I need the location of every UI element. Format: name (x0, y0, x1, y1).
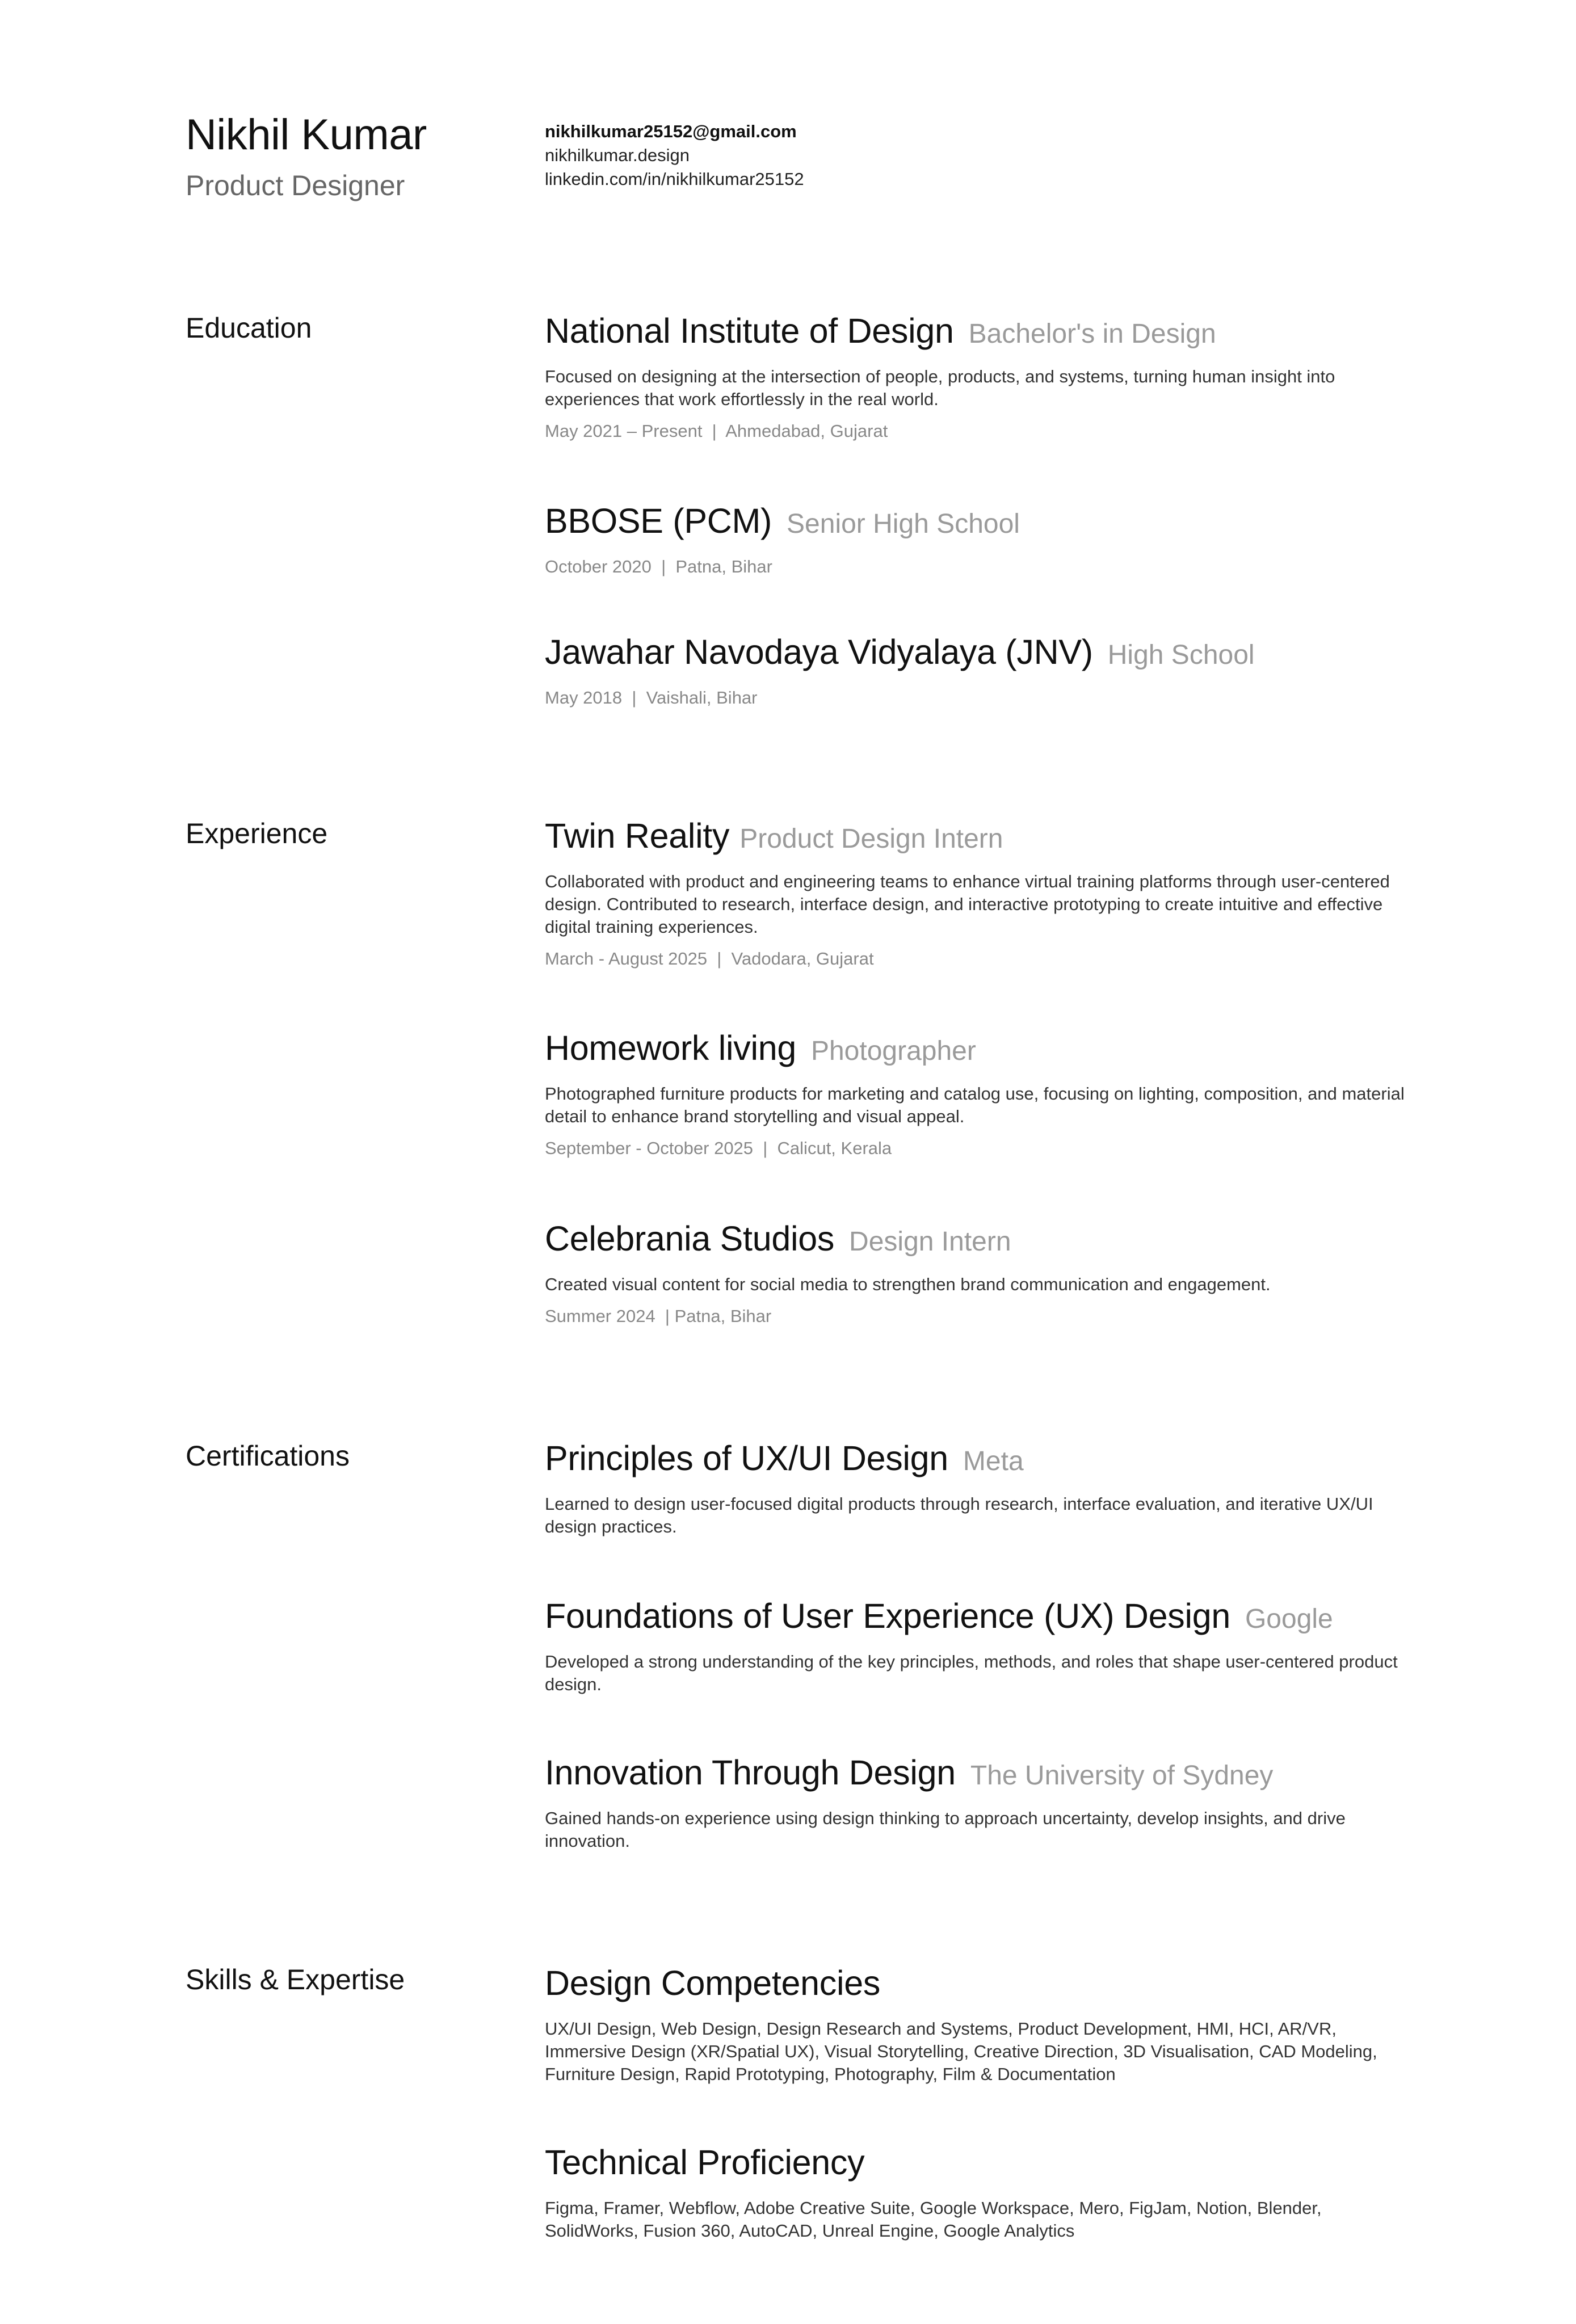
experience-heading: Experience (186, 818, 328, 849)
company-name: Twin Reality (545, 816, 730, 855)
experience-entry-twin-reality (545, 816, 1430, 970)
entry-description: Focused on designing at the intersection of people, products, and systems, turning human insight into experiences that work effortlessly in the real world. (545, 367, 1335, 409)
certifications-heading: Certifications (186, 1440, 350, 1472)
certification-name: Principles of UX/UI Design (545, 1439, 948, 1477)
entry-meta: September - October 2025 | Calicut, Kerala (545, 1138, 892, 1158)
entry-meta: Summer 2024 | Patna, Bihar (545, 1306, 772, 1326)
education-heading: Education (186, 312, 312, 344)
linkedin-link[interactable]: linkedin.com/in/nikhilkumar25152 (545, 169, 804, 189)
entry-title (545, 635, 1430, 670)
experience-section-heading-wrap (186, 819, 537, 848)
certification-name: Foundations of User Experience (UX) Design (545, 1597, 1230, 1635)
education-entry-nid (545, 311, 1430, 443)
skills-section-heading-wrap (186, 1965, 537, 1994)
person-role: Product Designer (186, 170, 405, 201)
issuer-label: The University of Sydney (970, 1761, 1274, 1791)
skills-entry-technical-proficiency (545, 2145, 1430, 2242)
certification-name: Innovation Through Design (545, 1753, 956, 1792)
email-link[interactable]: nikhilkumar25152@gmail.com (545, 121, 797, 141)
entry-title (545, 1219, 1430, 1258)
certifications-section-heading-wrap (186, 1442, 537, 1470)
company-name: Homework living (545, 1029, 796, 1067)
experience-entry-homework-living (545, 1031, 1430, 1160)
entry-title (545, 504, 1430, 538)
issuer-label: Meta (963, 1446, 1024, 1476)
entry-title (545, 1599, 1430, 1633)
skills-group-title: Technical Proficiency (545, 2143, 865, 2182)
skills-entry-design-competencies (545, 1966, 1430, 2086)
education-section-heading-wrap (186, 314, 537, 342)
institution-name: National Institute of Design (545, 311, 954, 350)
skills-list: UX/UI Design, Web Design, Design Research and Systems, Product Development, HMI, HCI, AR/VR, Immersive Design (XR/Spatial UX), Visual Storytelling, Creative Direction, 3D Visualisation, CAD Modeling, Furniture Design, Rapid Prototyping, Photography, Film & Documentation (545, 2019, 1377, 2084)
contact-block (545, 120, 1419, 191)
entry-description: Gained hands-on experience using design thinking to approach uncertainty, develop insights, and drive innovation. (545, 1808, 1346, 1851)
certification-entry-google (545, 1599, 1430, 1696)
position-label: Design Intern (849, 1227, 1011, 1257)
name-block (186, 113, 537, 200)
entry-title (545, 1031, 1430, 1066)
issuer-label: Google (1245, 1604, 1333, 1634)
entry-title (545, 1441, 1430, 1476)
institution-name: BBOSE (PCM) (545, 502, 772, 540)
website-link[interactable]: nikhilkumar.design (545, 145, 690, 165)
position-label: Product Design Intern (739, 824, 1003, 854)
entry-meta: May 2021 – Present | Ahmedabad, Gujarat (545, 421, 888, 441)
person-name: Nikhil Kumar (186, 111, 427, 159)
degree-label: Senior High School (787, 509, 1020, 539)
certification-entry-meta (545, 1441, 1430, 1538)
education-entry-bbose (545, 504, 1430, 578)
certification-entry-sydney (545, 1755, 1430, 1853)
education-entry-jnv (545, 635, 1430, 709)
entry-description: Created visual content for social media to strengthen brand communication and engagement. (545, 1274, 1271, 1294)
entry-meta: March - August 2025 | Vadodara, Gujarat (545, 949, 874, 969)
entry-description: Learned to design user-focused digital products through research, interface evaluation, and iterative UX/UI design practices. (545, 1494, 1373, 1536)
entry-title (545, 1755, 1430, 1790)
company-name: Celebrania Studios (545, 1219, 835, 1258)
skills-list: Figma, Framer, Webflow, Adobe Creative Suite, Google Workspace, Mero, FigJam, Notion, Blender, SolidWorks, Fusion 360, AutoCAD, Unreal Engine, Google Analytics (545, 2198, 1322, 2241)
entry-description: Photographed furniture products for marketing and catalog use, focusing on lighting, composition, and material detail to enhance brand storytelling and visual appeal. (545, 1084, 1405, 1126)
degree-label: High School (1107, 640, 1255, 670)
degree-label: Bachelor's in Design (968, 319, 1216, 349)
skills-heading: Skills & Expertise (186, 1964, 405, 1995)
skills-group-title: Design Competencies (545, 1964, 881, 2002)
institution-name: Jawahar Navodaya Vidyalaya (JNV) (545, 633, 1093, 671)
entry-title (545, 311, 1430, 350)
experience-entry-celebrania (545, 1219, 1430, 1328)
position-label: Photographer (810, 1036, 976, 1066)
entry-title (545, 816, 1430, 855)
entry-description: Collaborated with product and engineering teams to enhance virtual training platforms through user-centered design. Contributed to research, interface design, and interactive prototyping to create intuitive and effective digital training experiences. (545, 872, 1390, 937)
entry-meta: October 2020 | Patna, Bihar (545, 557, 772, 576)
entry-meta: May 2018 | Vaishali, Bihar (545, 688, 758, 708)
entry-description: Developed a strong understanding of the key principles, methods, and roles that shape user-centered product design. (545, 1652, 1398, 1694)
